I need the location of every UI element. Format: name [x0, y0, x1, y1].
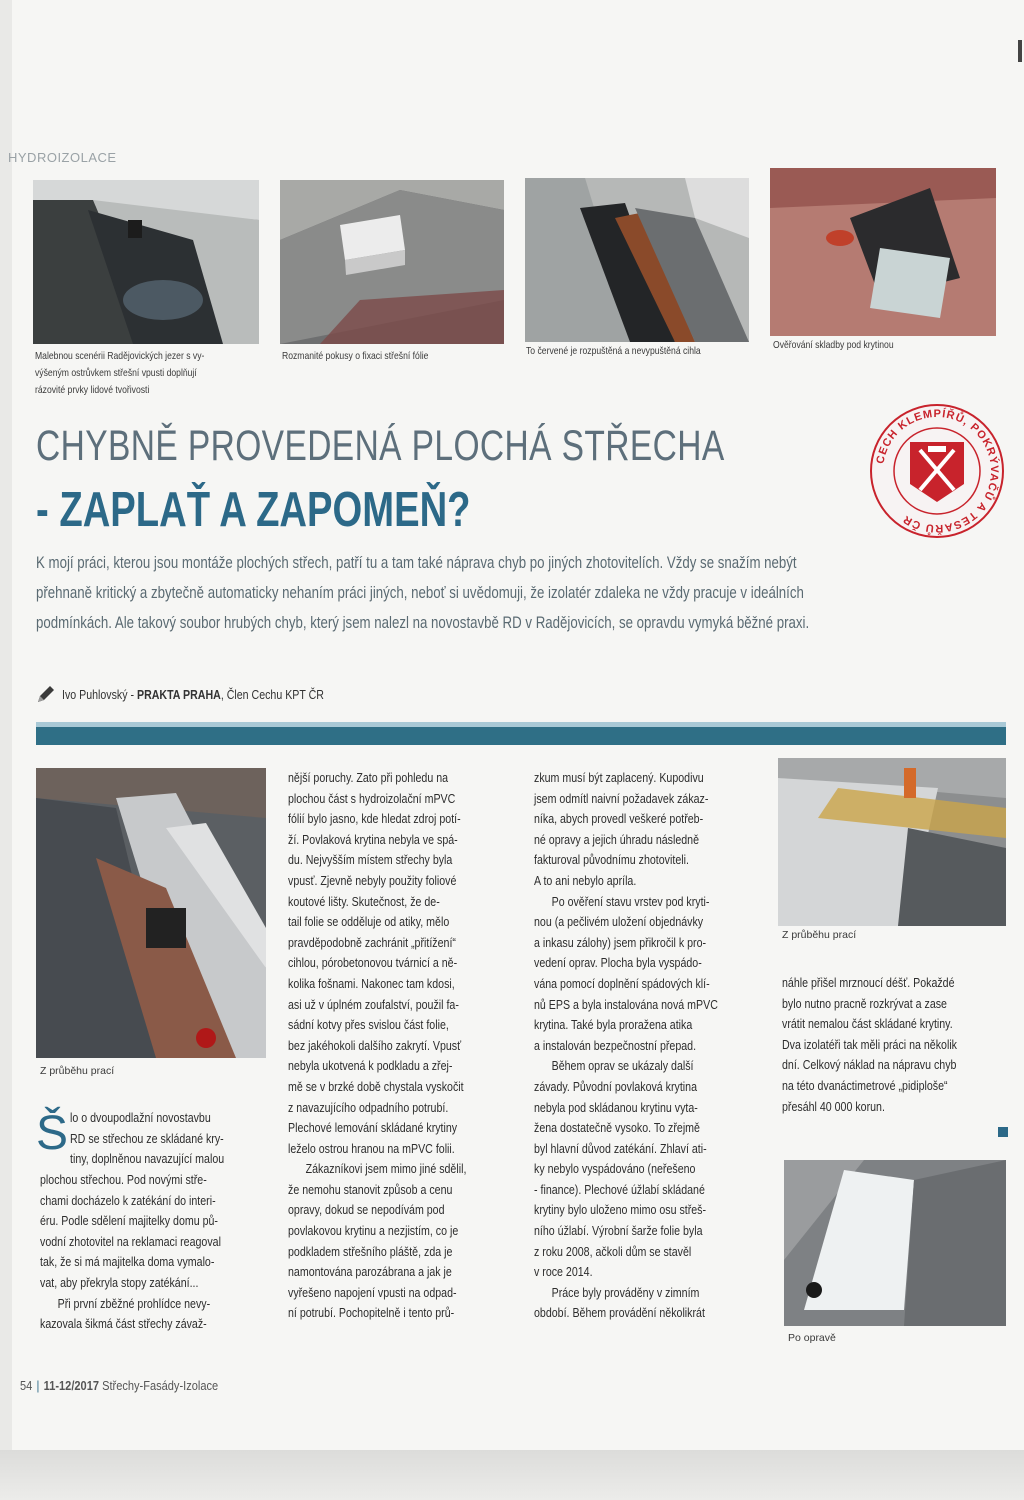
article-title-line1: CHYBNĚ PROVEDENÁ PLOCHÁ STŘECHA — [36, 422, 725, 470]
folio-separator: | — [36, 1378, 40, 1393]
section-label: HYDROIZOLACE — [8, 150, 117, 165]
magazine-name: Střechy-Fasády-Izolace — [102, 1378, 219, 1393]
body-column-1a: lo o dvoupodlažní novostavbu RD se střechou ze skládané kry- tiny, doplněnou navazující malou — [70, 1110, 225, 1167]
body-column-4: náhle přišel mrznoucí déšť. Pokaždé bylo nutno pracně rozkrývat a zase vrátit nemalou část skládané krytiny. Dva izolatéři tak měli práci na několik dní. Celkový náklad na nápravu chyb na této dvanáctimetrové „pidiploše“ přesáhl 40 000 korun. — [782, 975, 957, 1114]
photo-caption-2: Rozmanité pokusy o fixaci střešní fólie — [282, 350, 429, 362]
author-role: , Člen Cechu KPT ČR — [220, 688, 324, 702]
issue-number: 11-12/2017 — [43, 1378, 99, 1393]
pencil-icon — [36, 684, 56, 709]
caption-work-progress-right: Z průběhu prací — [782, 929, 857, 941]
drop-cap: Š — [36, 1107, 69, 1160]
photo-work-progress-left — [36, 768, 266, 1058]
svg-text:CECH KLEMPÍŘŮ, POKRÝVAČŮ A TES: CECH KLEMPÍŘŮ, POKRÝVAČŮ A TESAŘŮ ČR — [874, 407, 1001, 535]
photo-caption-3: To červené je rozpuštěná a nevypuštěná cihla — [526, 345, 701, 357]
article-end-mark — [998, 1127, 1008, 1137]
article-title-line2: - ZAPLAŤ A ZAPOMEŇ? — [36, 483, 471, 537]
photo-layer-check — [770, 168, 996, 336]
body-column-3: zkum musí být zaplacený. Kupodivu jsem odmítl naivní požadavek zákaz- níka, abych provedl veškeré potřeb- né opravy a jejich úhradu následně fakturoval původnímu zhotoviteli. A to ani nebylo apríla. Po ověření stavu vrstev pod kryti- nou (a pečlivém uložení objednávky a inkasu zálohy) jsem přikročil k pro- vedení oprav. Plocha byla vyspádo- vána pomocí doplnění spádových klí- nů EPS a byla instalována nová mPVC krytina. Také byla proražena atika a instalován bezpečnostní přepad. Během oprav se ukázaly další závady. Původní povlaková krytina nebyla pod skládanou krytinu vyta- žena dostatečně vysoko. To zřejmě byl hlavní důvod zatékání. Zhlaví ati- ky nebylo vyspádováno (neřešeno - finance). Plechové úžlabí skládané krytiny bylo uloženo mimo osu střeš- ního úžlabí. Výrobní šarže folie byla z roku 2008, ačkoli dům se stavěl v roce 2014. Práce byly prováděny v zimním období. Během provádění několikrát — [534, 770, 718, 1321]
author-company: PRAKTA PRAHA — [136, 688, 221, 702]
photo-after-repair — [784, 1160, 1006, 1326]
lead-line-2: přehnaně kritický a zbytečně automaticky nehaním práci jiných, neboť si uvědomuji, že izolatér zdaleka ne vždy pracuje v ideálních — [36, 583, 804, 602]
lead-line-1: K mojí práci, kterou jsou montáže plochých střech, patří tu a tam také náprava chyb po jiných zhotovitelích. Vždy se snažím nebýt — [36, 553, 797, 572]
accent-band — [36, 727, 1006, 745]
caption-work-progress-left: Z průběhu prací — [40, 1065, 115, 1077]
photo-caption-4: Ověřování skladby pod krytinou — [773, 339, 894, 351]
photo-membrane-fixing — [280, 180, 504, 344]
photo-work-progress-right — [778, 758, 1006, 926]
scan-background — [0, 1450, 1024, 1500]
lead-line-3: podmínkách. Ale takový soubor hrubých chyb, který jsem nalezl na novostavbě RD v Radějovicích, se opravdu vymyká běžné praxi. — [36, 613, 810, 632]
body-column-2: nější poruchy. Zato při pohledu na plochou část s hydroizolační mPVC fólií bylo jasno, kde hledat zdroj potí- ží. Povlaková krytina nebyla ve spá- du. Nejvyšším místem střechy byla vpusť. Zjevně nebyly použity foliové koutové lišty. Skutečnost, že de- tail folie se odděluje od atiky, mělo pravděpodobně zachránit „přitížení“ cihlou, pórobetonovou tvárnicí a ně- kolika fošnami. Nakonec tam kdosi, asi už v úplném zoufalství, použil fa- sádní kotvy přes svislou část folie, bez jakéhokoli dalšího zakrytí. Vpusť nebyla ukotvená k podkladu a zřej- mě se v brzké době chystala vyskočit z navazujícího odpadního potrubí. Plechové lemování skládané krytiny leželo ostrou hranou na mPVC folii. Zákazníkovi jsem mimo jiné sdělil, že nemohu stanovit způsob a cenu opravy, dokud se nepodívám pod povlakovou krytinu a nezjistím, co je podkladem střešního pláště, zda je namontována parozábrana a jak je vyřešeno napojení vpusti na odpad- ní potrubí. Pochopitelně i tento prů- — [288, 770, 467, 1321]
caption-after-repair: Po opravě — [788, 1332, 836, 1344]
photo-flooded-gutter — [33, 180, 259, 344]
scan-mark — [1018, 40, 1022, 62]
page-folio — [20, 1378, 218, 1393]
author-name: Ivo Puhlovský - — [62, 688, 137, 702]
body-column-1b: plochou střechou. Pod novými stře- chami docházelo k zatékání do interi- éru. Podle sdělení majitelky domu pů- vodní zhotovitel na reklamaci reagoval tak, že si má majitelka doma vymalo- vat, aby překryla stopy zatékání... Při první zběžné prohlídce nevy- kazovala šikmá část střechy závaž- — [40, 1172, 221, 1332]
photo-melted-brick — [525, 178, 749, 342]
page-number: 54 — [20, 1378, 33, 1393]
photo-caption-1: Malebnou scenérii Radějovických jezer s vy- výšeným ostrůvkem střešní vpusti doplňují rázovité prvky lidové tvořivosti — [35, 350, 205, 396]
guild-stamp-logo — [868, 402, 1006, 540]
author-line — [62, 688, 324, 702]
